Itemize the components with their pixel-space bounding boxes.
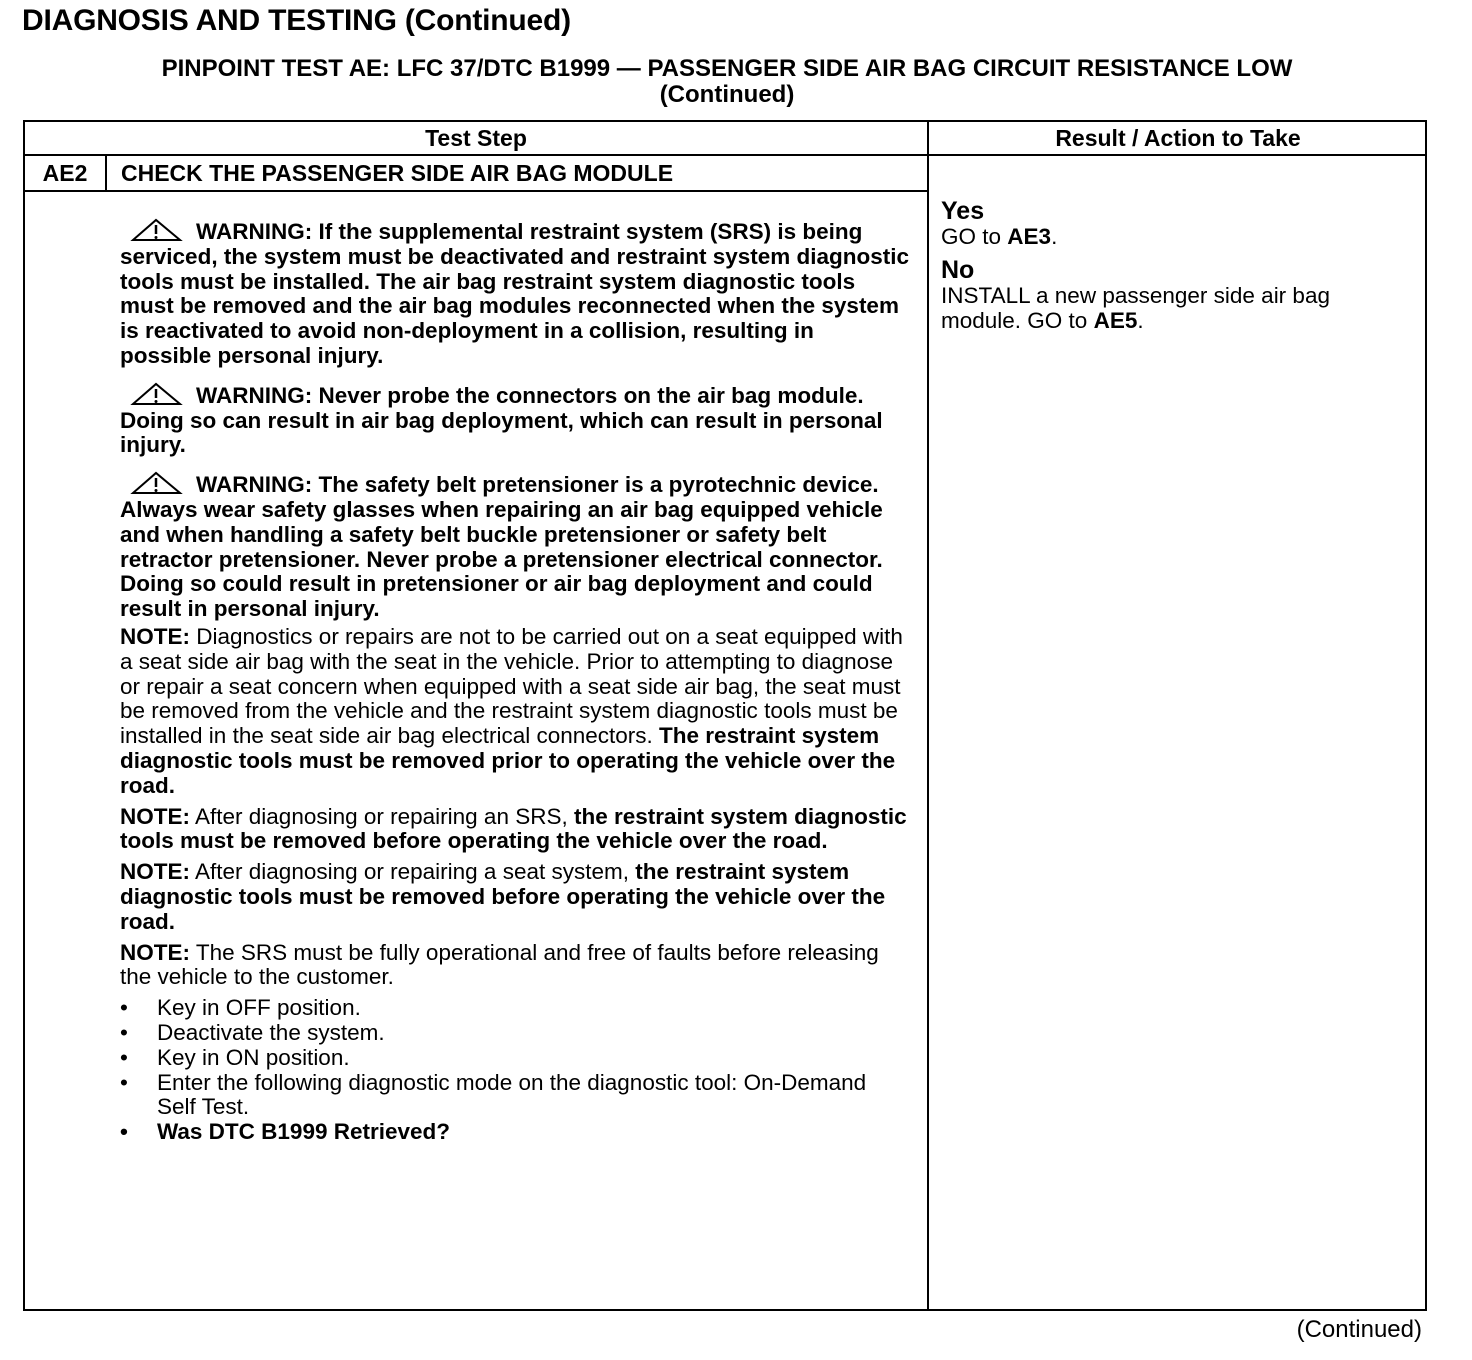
note-text: After diagnosing or repairing a seat system, bbox=[190, 859, 636, 885]
note-text: The SRS must be fully operational and free of faults before releasing the vehicle to the customer. bbox=[120, 939, 879, 990]
warning-triangle-icon bbox=[130, 218, 186, 242]
note-emphasis: The restraint system diagnostic tools must be removed prior to operating the vehicle over the road. bbox=[120, 723, 896, 798]
procedure-step: • Enter the following diagnostic mode on the diagnostic tool: On-Demand Self Test. bbox=[120, 1071, 910, 1121]
result-yes-label: Yes bbox=[941, 197, 985, 225]
procedure-step: • Key in OFF position. bbox=[120, 996, 910, 1021]
procedure-step: • Key in ON position. bbox=[120, 1046, 910, 1071]
note-emphasis: the restraint system diagnostic tools must be removed before operating the vehicle over the road. bbox=[120, 803, 907, 854]
result-yes-target: AE3 bbox=[1007, 224, 1052, 249]
note-paragraph bbox=[120, 625, 910, 799]
pinpoint-test-title bbox=[22, 56, 1432, 108]
warning-triangle-icon bbox=[130, 471, 186, 495]
warning-paragraph bbox=[120, 382, 910, 458]
page-heading: DIAGNOSIS AND TESTING (Continued) bbox=[22, 4, 571, 37]
warning-paragraph bbox=[120, 471, 910, 622]
note-text: Diagnostics or repairs are not to be carried out on a seat equipped with a seat side air bag with the seat in the vehicle. Prior to attempting to diagnose or repair a seat concern when equipped with a seat side air bag, the seat must be removed from the vehicle and the restraint system diagnostic tools must be installed in the seat side air bag electrical connectors. bbox=[120, 623, 903, 749]
result-yes-suffix: . bbox=[1051, 224, 1058, 249]
warning-paragraph bbox=[120, 218, 910, 369]
step-row bbox=[25, 156, 927, 192]
note-label: NOTE: bbox=[120, 939, 190, 965]
result-action bbox=[941, 198, 1411, 341]
result-no-suffix: . bbox=[1137, 308, 1144, 333]
result-no-action bbox=[941, 283, 1411, 333]
warning-text: WARNING: The safety belt pretensioner is a pyrotechnic device. Always wear safety glasses when repairing an air bag equipped vehicle and when handling a safety belt buckle pretensioner or safety belt retractor pretensioner. Never probe a pretensioner electrical connector. Doing so could result in pretensioner or air bag deployment and could result in personal injury. bbox=[120, 472, 883, 622]
header-test-step: Test Step bbox=[25, 122, 927, 156]
note-emphasis: the restraint system diagnostic tools must be removed before operating the vehicle over the road. bbox=[120, 859, 886, 934]
note-paragraph bbox=[120, 941, 910, 991]
note-label: NOTE: bbox=[120, 623, 190, 649]
procedure-question: • Was DTC B1999 Retrieved? bbox=[120, 1120, 910, 1145]
result-no-label: No bbox=[941, 256, 975, 284]
step-body bbox=[120, 218, 910, 1145]
note-label: NOTE: bbox=[120, 803, 190, 829]
result-yes-action bbox=[941, 224, 1411, 249]
procedure-list bbox=[120, 996, 910, 1145]
column-divider bbox=[927, 122, 929, 1309]
step-id: AE2 bbox=[25, 156, 107, 190]
footer-continued: (Continued) bbox=[1296, 1316, 1422, 1343]
header-result-action: Result / Action to Take bbox=[929, 122, 1427, 156]
test-step-table bbox=[23, 120, 1427, 1311]
pinpoint-test-title-continued: (Continued) bbox=[659, 81, 795, 108]
warning-triangle-icon bbox=[130, 382, 186, 406]
result-no-target: AE5 bbox=[1093, 308, 1138, 333]
note-text: After diagnosing or repairing an SRS, bbox=[190, 803, 574, 829]
step-title: CHECK THE PASSENGER SIDE AIR BAG MODULE bbox=[121, 160, 674, 186]
pinpoint-test-title-line: PINPOINT TEST AE: LFC 37/DTC B1999 — PASSENGER SIDE AIR BAG CIRCUIT RESISTANCE LOW bbox=[161, 55, 1293, 82]
note-label: NOTE: bbox=[120, 859, 190, 885]
warning-text: WARNING: Never probe the connectors on the air bag module. Doing so can result in air bag deployment, which can result in personal injury. bbox=[120, 382, 883, 458]
warning-text: WARNING: If the supplemental restraint system (SRS) is being serviced, the system must be deactivated and restraint system diagnostic tools must be installed. The air bag restraint system diagnostic tools must be removed and the air bag modules reconnected when the system is reactivated to avoid non-deployment in a collision, resulting in possible personal injury. bbox=[120, 219, 910, 368]
result-yes-text: GO to bbox=[941, 224, 1008, 249]
note-paragraph bbox=[120, 805, 910, 855]
procedure-step: • Deactivate the system. bbox=[120, 1021, 910, 1046]
note-paragraph bbox=[120, 860, 910, 934]
result-no-text: INSTALL a new passenger side air bag module. GO to bbox=[941, 283, 1330, 333]
